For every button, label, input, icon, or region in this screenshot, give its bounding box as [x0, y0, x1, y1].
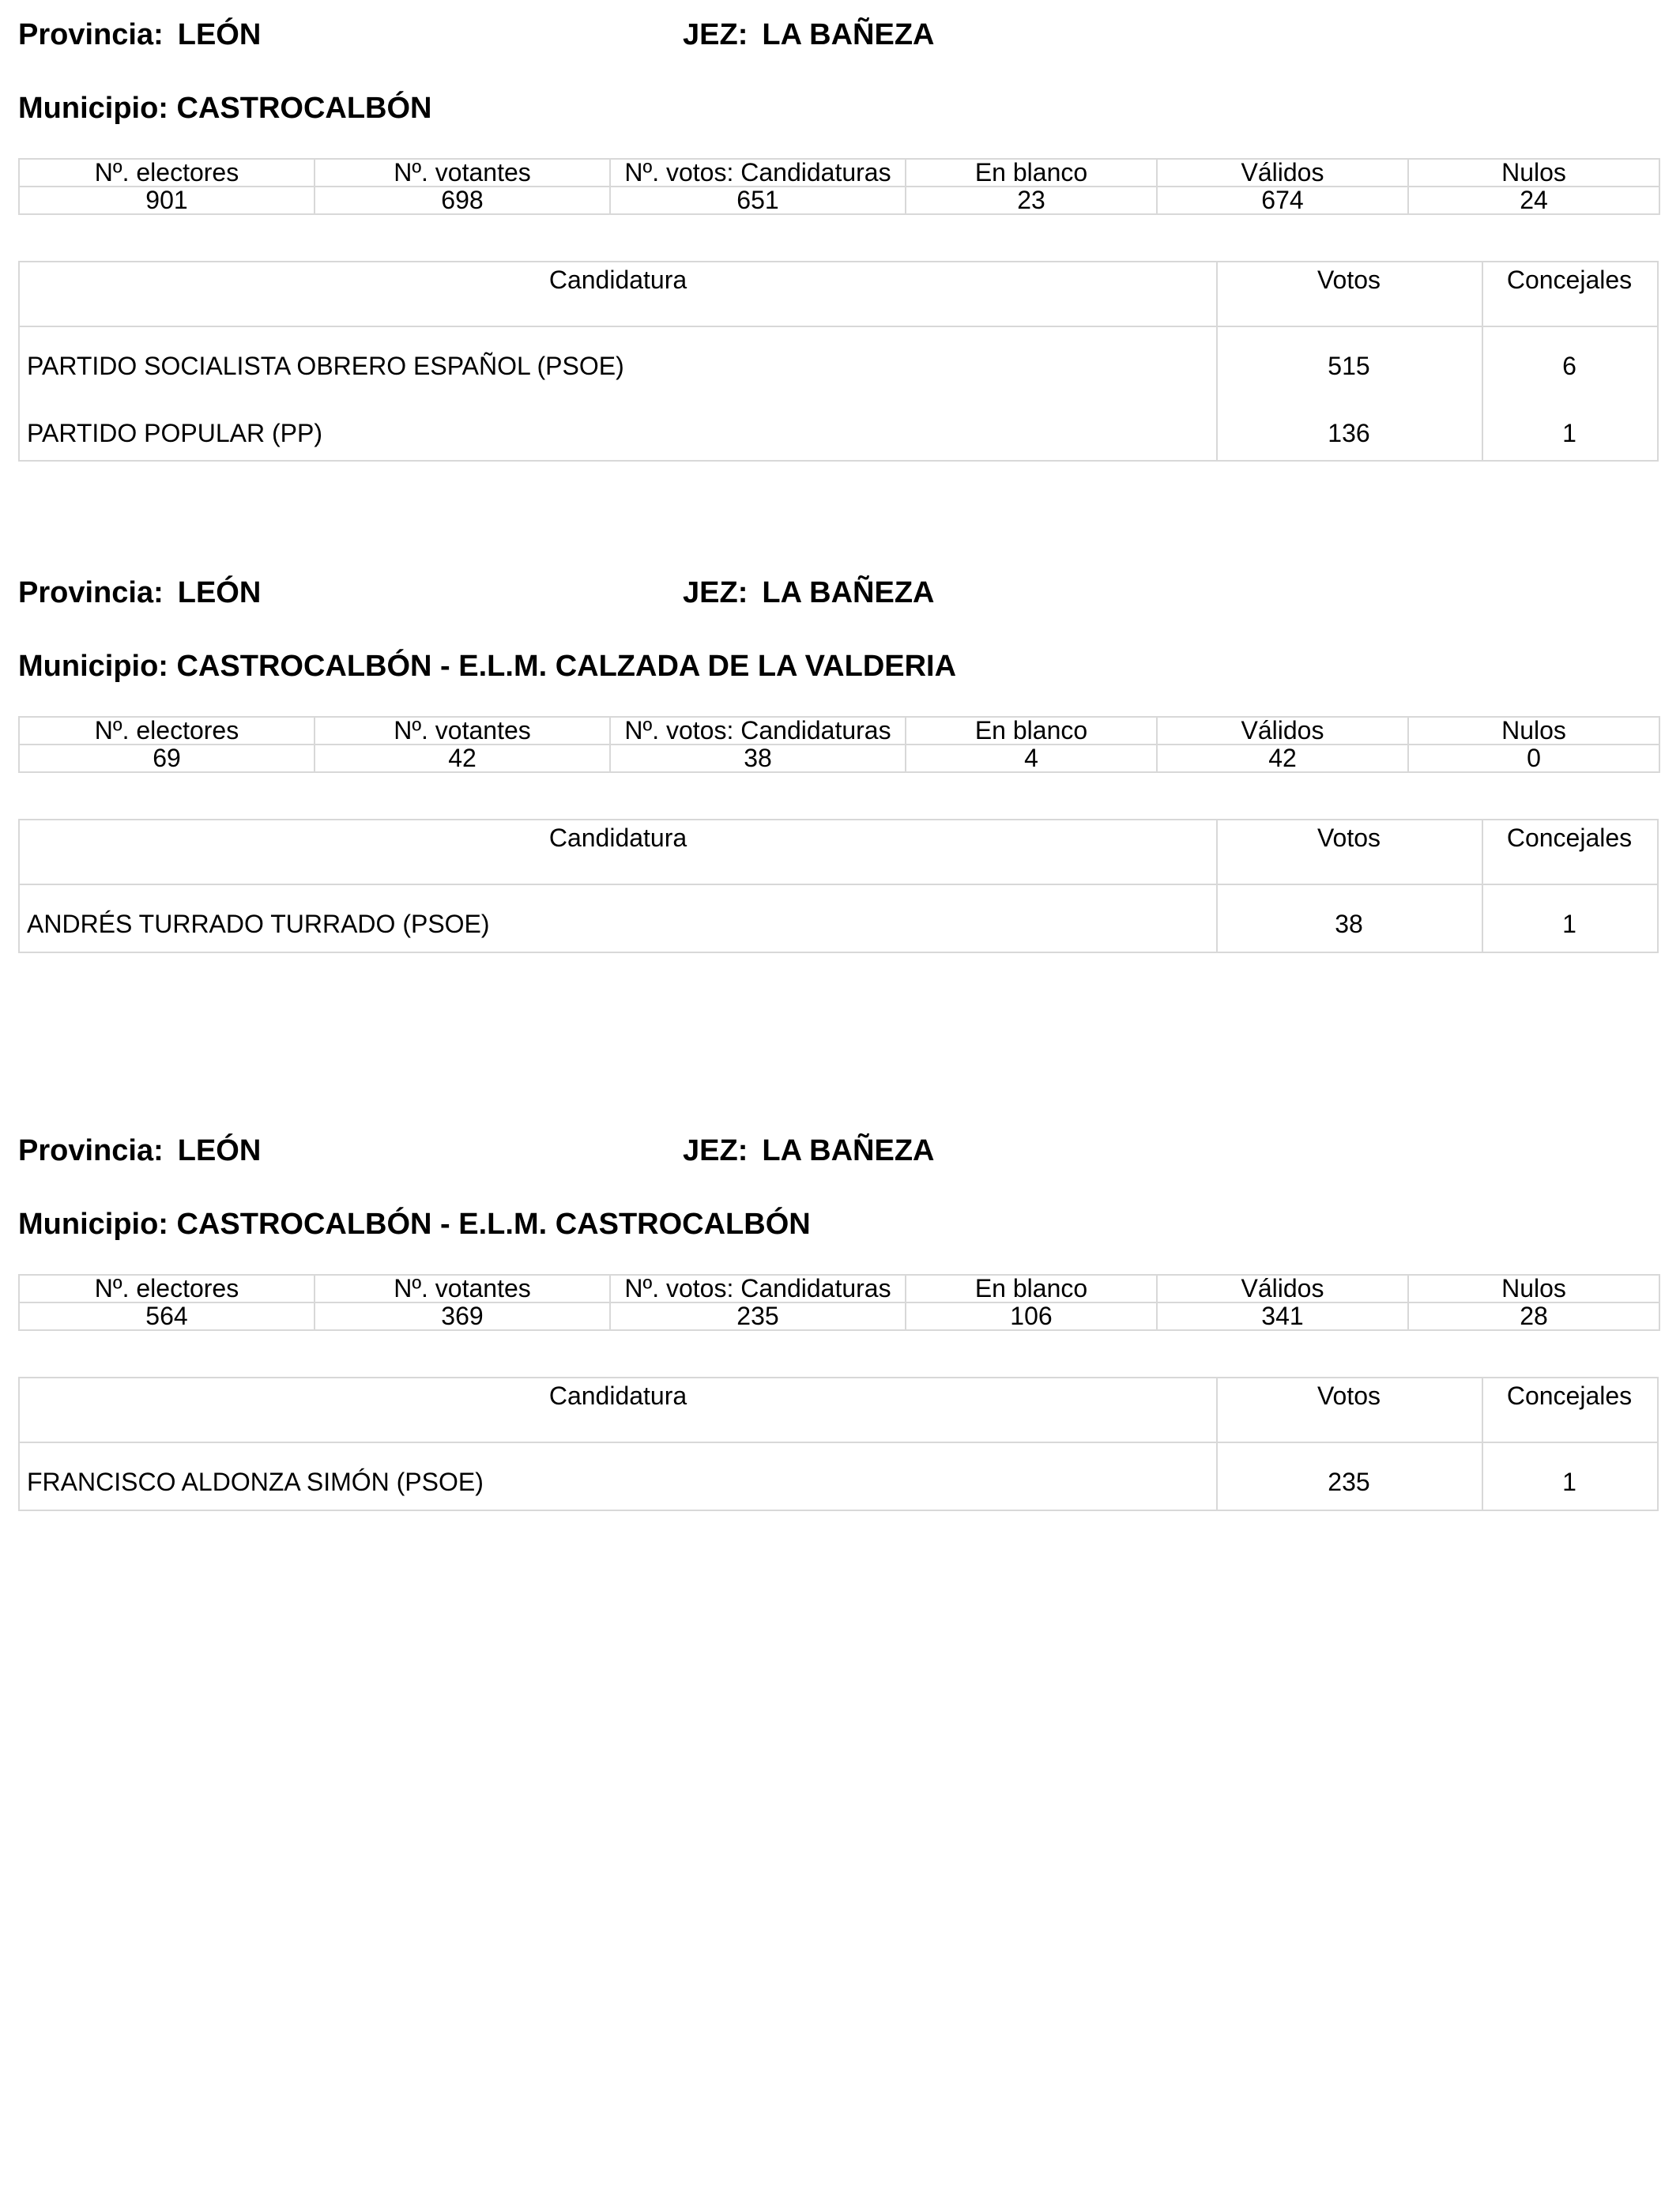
stats-header-electores: Nº. electores: [19, 1275, 315, 1302]
stats-value-blanco: 4: [906, 745, 1157, 772]
stats-header-blanco: En blanco: [906, 159, 1157, 187]
candidatura-votos: 38: [1335, 910, 1363, 938]
stats-header-electores: Nº. electores: [19, 717, 315, 745]
stats-header-nulos: Nulos: [1408, 717, 1659, 745]
candidatura-name: PARTIDO SOCIALISTA OBRERO ESPAÑOL (PSOE): [27, 352, 624, 380]
results-header-candidatura: Candidatura: [548, 824, 687, 852]
stats-value-electores: 564: [19, 1302, 315, 1330]
candidatura-votos: 136: [1328, 419, 1370, 447]
stats-value-votantes: 42: [315, 745, 610, 772]
section-2: [0, 558, 1680, 1064]
provincia-heading: [18, 17, 261, 53]
provincia-value: LEÓN: [177, 1134, 262, 1167]
stats-header-validos: Válidos: [1157, 1275, 1408, 1302]
stats-value-blanco: 23: [906, 187, 1157, 214]
results-header-votos: Votos: [1317, 824, 1381, 852]
provincia-label: Provincia:: [18, 1134, 164, 1167]
stats-header-blanco: En blanco: [906, 717, 1157, 745]
candidatura-name: ANDRÉS TURRADO TURRADO (PSOE): [27, 910, 490, 938]
provincia-value: LEÓN: [177, 576, 262, 609]
stats-header-candidaturas: Nº. votos: Candidaturas: [610, 159, 906, 187]
stats-value-votantes: 369: [315, 1302, 610, 1330]
jez-heading: [683, 575, 935, 611]
stats-header-row: [19, 159, 1659, 187]
stats-value-candidaturas: 38: [610, 745, 906, 772]
stats-header-votantes: Nº. votantes: [315, 717, 610, 745]
stats-value-row: [19, 187, 1659, 214]
stats-table: [18, 1274, 1660, 1331]
results-header-concejales: Concejales: [1506, 266, 1633, 294]
section-1: [0, 0, 1680, 506]
results-header-candidatura: Candidatura: [548, 1382, 687, 1410]
stats-header-validos: Válidos: [1157, 717, 1408, 745]
stats-header-nulos: Nulos: [1408, 1275, 1659, 1302]
municipio-heading: Municipio: CASTROCALBÓN - E.L.M. CASTROCALBÓN: [18, 1208, 811, 1241]
stats-value-validos: 341: [1157, 1302, 1408, 1330]
jez-label: JEZ:: [683, 1134, 748, 1167]
jez-heading: [683, 17, 935, 53]
candidatura-concejales: 6: [1562, 352, 1576, 380]
candidatura-name: FRANCISCO ALDONZA SIMÓN (PSOE): [27, 1468, 484, 1496]
results-table: [18, 819, 1659, 953]
provincia-heading: [18, 575, 261, 611]
stats-value-blanco: 106: [906, 1302, 1157, 1330]
jez-heading: [683, 1133, 935, 1169]
results-header-concejales: Concejales: [1506, 1382, 1633, 1410]
stats-header-candidaturas: Nº. votos: Candidaturas: [610, 1275, 906, 1302]
stats-header-nulos: Nulos: [1408, 159, 1659, 187]
stats-value-validos: 42: [1157, 745, 1408, 772]
candidatura-name: PARTIDO POPULAR (PP): [27, 419, 322, 447]
stats-header-candidaturas: Nº. votos: Candidaturas: [610, 717, 906, 745]
stats-value-nulos: 24: [1408, 187, 1659, 214]
stats-header-validos: Válidos: [1157, 159, 1408, 187]
section-3: [0, 1116, 1680, 1622]
stats-header-blanco: En blanco: [906, 1275, 1157, 1302]
provincia-heading: [18, 1133, 261, 1169]
stats-value-row: [19, 745, 1659, 772]
candidatura-concejales: 1: [1562, 1468, 1576, 1496]
stats-header-votantes: Nº. votantes: [315, 159, 610, 187]
candidatura-votos: 235: [1328, 1468, 1370, 1496]
jez-value: LA BAÑEZA: [762, 18, 935, 51]
provincia-label: Provincia:: [18, 18, 164, 51]
stats-header-votantes: Nº. votantes: [315, 1275, 610, 1302]
stats-value-candidaturas: 651: [610, 187, 906, 214]
stats-value-nulos: 0: [1408, 745, 1659, 772]
jez-label: JEZ:: [683, 18, 748, 51]
results-table: [18, 261, 1659, 462]
candidatura-votos: 515: [1328, 352, 1370, 380]
provincia-label: Provincia:: [18, 576, 164, 609]
stats-header-electores: Nº. electores: [19, 159, 315, 187]
candidatura-concejales: 1: [1562, 910, 1576, 938]
stats-header-row: [19, 1275, 1659, 1302]
jez-value: LA BAÑEZA: [762, 576, 935, 609]
stats-value-votantes: 698: [315, 187, 610, 214]
candidatura-concejales: 1: [1562, 419, 1576, 447]
provincia-value: LEÓN: [177, 18, 262, 51]
jez-value: LA BAÑEZA: [762, 1134, 935, 1167]
stats-value-validos: 674: [1157, 187, 1408, 214]
municipio-heading: Municipio: CASTROCALBÓN - E.L.M. CALZADA DE LA VALDERIA: [18, 650, 957, 683]
stats-value-electores: 901: [19, 187, 315, 214]
municipio-heading: Municipio: CASTROCALBÓN: [18, 92, 432, 125]
results-header-votos: Votos: [1317, 266, 1381, 294]
stats-header-row: [19, 717, 1659, 745]
stats-value-electores: 69: [19, 745, 315, 772]
results-header-candidatura: Candidatura: [548, 266, 687, 294]
stats-table: [18, 716, 1660, 773]
stats-value-nulos: 28: [1408, 1302, 1659, 1330]
results-header-votos: Votos: [1317, 1382, 1381, 1410]
stats-table: [18, 158, 1660, 215]
results-header-concejales: Concejales: [1506, 824, 1633, 852]
stats-value-row: [19, 1302, 1659, 1330]
results-table: [18, 1377, 1659, 1511]
jez-label: JEZ:: [683, 576, 748, 609]
stats-value-candidaturas: 235: [610, 1302, 906, 1330]
